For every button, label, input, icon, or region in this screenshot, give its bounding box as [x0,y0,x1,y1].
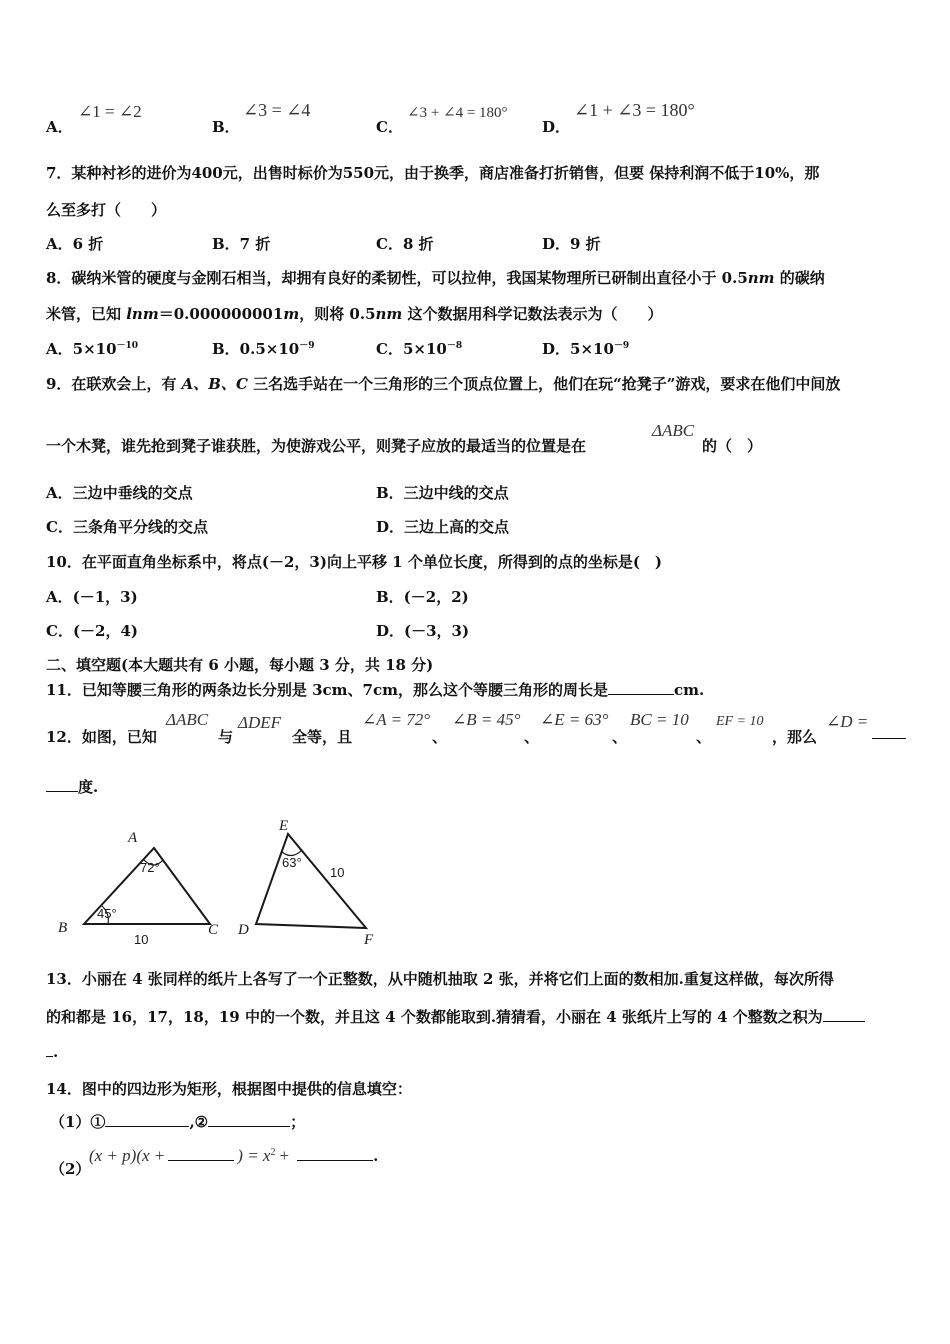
q12-angle-e: ∠E = 63° [540,710,609,729]
q6-option-b-label: B． [212,118,240,136]
q8-option-c-base: C．5×10 [376,340,447,358]
section-heading-fill-in: 二、填空题(本大题共有 6 小题，每小题 3 分，共 18 分) [46,656,434,674]
q9-triangle-abc: ΔABC [652,421,695,440]
q8-option-b-base: B．0.5×10 [212,340,300,358]
q6-option-a [46,116,73,137]
q10-stem: 10．在平面直角坐标系中，将点(－2，3)向上平移 1 个单位长度，所得到的点的坐标是( ) [46,553,663,571]
q6-option-a-label: A． [46,118,73,136]
q14-expr-c: + [279,1146,290,1165]
q13-answer-blank-part2[interactable] [46,1042,53,1057]
q12-sep3: 、 [612,728,628,746]
q12-degree-suffix: 度. [78,778,99,796]
q8-line2-text-d: 这个数据用科学记数法表示为（ ） [402,305,663,323]
q12-sep4: 、 [696,728,712,746]
triangle-def-outline [256,834,366,928]
q9-line2-text-a: 一个木凳，谁先抢到凳子谁获胜，为使游戏公平，则凳子应放的最适当的位置是在 [46,437,587,455]
q13-line3 [46,1042,58,1061]
q13-stem-line2 [46,1006,865,1027]
q8-line2-text-c: ，则将 0.5 [299,305,376,323]
q8-stem-line2 [46,303,663,324]
q6-option-d [542,116,570,137]
q9-line1-abc: A、B、C [181,375,248,393]
q8-option-c [376,338,462,359]
q6-option-a-expr: ∠1 = ∠2 [78,102,142,121]
q12-prefix: 12．如图，已知 [46,728,157,746]
angle-a-value: 72° [140,860,160,875]
q13-stem-line1: 13．小丽在 4 张同样的纸片上各写了一个正整数，从中随机抽取 2 张，并将它们上面的数相加.重复这样做，每次所得 [46,970,834,988]
q12-angle-d: ∠D = [826,712,869,731]
q13-period: . [53,1043,59,1061]
q12-angle-a: ∠A = 72° [362,710,431,729]
q7-option-b: B．7 折 [212,235,271,253]
q8-stem-line1 [46,267,825,288]
q6-option-b [212,116,240,137]
q8-line2-text-b: ＝0.000000001 [158,305,284,323]
q8-option-d [542,338,629,359]
q7-option-a: A．6 折 [46,235,104,253]
q12-answer-blank-part2[interactable] [46,777,78,792]
congruent-triangles-figure [50,814,390,948]
label-c: C [208,922,219,938]
q12-answer-blank-part1[interactable] [872,724,906,739]
q11-answer-blank[interactable] [608,680,674,695]
q8-option-b [212,338,314,359]
q10-option-b: B．(－2，2) [376,588,469,606]
q8-line1-text-b: 的碳纳 [774,269,825,287]
q8-line1-unit: nm [747,269,775,287]
q9-stem-line2 [46,435,586,456]
q12-triangle-def: ΔDEF [238,713,282,732]
q8-line2-text-a: 米管，已知 [46,305,127,323]
q12-suffix: ，那么 [772,728,818,746]
q13-line2-text: 的和都是 16，17，18，19 中的一个数，并且这 4 个数都能取到.猜猜看，小丽在 4 张纸片上写的 4 个整数之积为 [46,1008,823,1026]
q11-text-a: 11．已知等腰三角形的两条边长分别是 3cm、7cm，那么这个等腰三角形的周长是 [46,681,608,699]
q9-line1-text-b: 三名选手站在一个三角形的三个顶点位置上，他们在玩“抢凳子”游戏，要求在他们中间放 [247,375,841,393]
q12-line2 [46,776,98,797]
q14-blank-2[interactable] [208,1112,290,1127]
label-f: F [364,932,374,948]
q14-part1-end: ； [290,1113,306,1131]
q12-triangle-abc: ΔABC [166,710,209,729]
label-d: D [238,922,249,938]
q8-option-d-exp: －9 [613,341,630,351]
q12-sep2: 、 [524,728,540,746]
q8-option-b-exp: －9 [299,341,315,351]
q8-line2-unit-lnm: lnm [126,305,159,323]
q14-expr-b: ) = x [237,1146,271,1165]
angle-b-value: 45° [97,906,117,921]
q12-and: 与 [218,728,234,746]
q14-expr-exp: 2 [270,1147,276,1158]
q10-option-c: C．(－2，4) [46,622,139,640]
label-a: A [128,830,138,846]
q9-line1-text-a: 9．在联欢会上，有 [46,375,182,393]
q8-option-c-exp: －8 [446,341,463,351]
q7-stem-line1: 7．某种衬衫的进价为400元，出售时标价为550元，由于换季，商店准备打折销售，但要 保持利润不低于10%，那 [46,164,820,182]
label-b: B [58,920,68,936]
q14-part1-label: （1）① [50,1113,106,1131]
q6-option-c [376,116,403,137]
q6-option-c-label: C． [376,118,403,136]
q14-blank-3[interactable] [168,1146,234,1161]
angle-e-value: 63° [282,855,302,870]
q12-side-ef: EF = 10 [716,714,764,729]
q10-option-a: A．(－1，3) [46,588,138,606]
triangle-def [256,834,366,928]
q12-angle-b: ∠B = 45° [452,710,521,729]
q9-option-b: B．三边中线的交点 [376,484,509,502]
q9-stem-line1 [46,373,840,394]
q6-option-d-label: D． [542,118,571,136]
q14-expr-a: (x + p)(x + [89,1146,166,1165]
q9-option-d: D．三边上高的交点 [376,518,510,536]
q6-option-d-expr: ∠1 + ∠3 = 180° [574,100,695,120]
q14-stem: 14．图中的四边形为矩形，根据图中提供的信息填空： [46,1080,412,1098]
q9-line2-end: 的（ ） [702,437,763,455]
q8-option-a-exp: －10 [116,341,139,351]
q7-stem-line2: 么至多打（ ） [46,201,167,219]
q12-side-bc: BC = 10 [630,710,689,729]
q14-part2-expr [89,1146,378,1166]
q8-line1-text-a: 8．碳纳米管的硬度与金刚石相当，却拥有良好的柔韧性，可以拉伸，我国某物理所已研制出直径小于 0.5 [46,269,748,287]
q8-line2-unit-m: m [283,305,300,323]
q9-option-c: C．三条角平分线的交点 [46,518,208,536]
q8-option-d-base: D．5×10 [542,340,614,358]
q10-option-d: D．(－3，3) [376,622,470,640]
q14-blank-1[interactable] [105,1112,189,1127]
q7-option-d: D．9 折 [542,235,601,253]
q14-part2-end: . [373,1147,379,1165]
q6-option-c-expr: ∠3 + ∠4 = 180° [407,105,508,121]
q14-blank-4[interactable] [297,1146,373,1161]
q13-answer-blank-part1[interactable] [823,1007,865,1022]
q14-part2-label: （2） [50,1160,91,1178]
side-ef-value: 10 [330,865,345,880]
q14-part1 [50,1111,305,1132]
side-bc-value: 10 [134,932,149,947]
q12-sep1: 、 [432,728,448,746]
q8-line2-unit-nm: nm [375,305,403,323]
q8-option-a [46,338,138,359]
q7-option-c: C．8 折 [376,235,434,253]
q11-stem [46,679,704,700]
q12-congruent: 全等，且 [292,728,353,746]
q6-option-b-expr: ∠3 = ∠4 [243,100,311,120]
q8-option-a-base: A．5×10 [46,340,117,358]
q9-option-a: A．三边中垂线的交点 [46,484,193,502]
label-e: E [279,818,289,834]
q11-text-b: cm. [673,681,705,699]
q14-part1-mid: ,② [189,1113,209,1131]
